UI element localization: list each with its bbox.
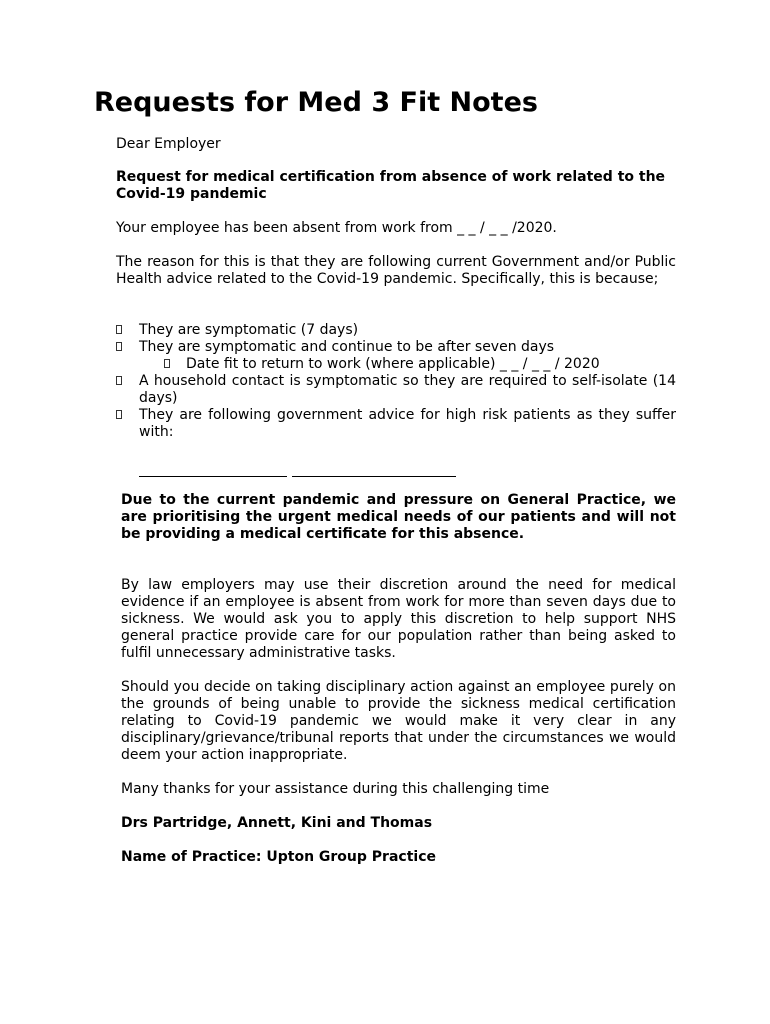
checkbox-icon[interactable]	[164, 359, 170, 368]
reason-paragraph: The reason for this is that they are following current Government and/or Public Health advice related to the Covid-19 pandemic. Specifically, this is because;	[116, 254, 676, 287]
option-label: They are following government advice for high risk patients as they suffer with:	[139, 407, 676, 440]
thanks-line: Many thanks for your assistance during this challenging time	[121, 781, 550, 797]
option-date-fit-to-return[interactable]	[116, 356, 676, 373]
signatories: Drs Partridge, Annett, Kini and Thomas	[121, 815, 433, 831]
checkbox-icon[interactable]	[116, 342, 122, 351]
absence-dates-line: Your employee has been absent from work from _ _ / _ _ /2020.	[116, 220, 557, 236]
option-label: Date fit to return to work (where applicable) _ _ / _ _ / 2020	[186, 356, 600, 372]
checkbox-icon[interactable]	[116, 410, 122, 419]
option-label: A household contact is symptomatic so they are required to self-isolate (14 days)	[139, 373, 676, 406]
option-household-contact[interactable]	[116, 373, 676, 407]
option-label: They are symptomatic and continue to be after seven days	[139, 339, 555, 355]
option-high-risk[interactable]	[116, 407, 676, 441]
checkbox-icon[interactable]	[116, 376, 122, 385]
option-symptomatic-continuing[interactable]	[116, 339, 676, 356]
option-symptomatic[interactable]	[116, 322, 676, 339]
condition-fill-line-2[interactable]	[292, 460, 456, 477]
notice-paragraph: Due to the current pandemic and pressure on General Practice, we are prioritising the urgent medical needs of our patients and will not be providing a medical certificate for this absence.	[121, 492, 676, 542]
practice-name: Name of Practice: Upton Group Practice	[121, 849, 436, 865]
option-label: They are symptomatic (7 days)	[139, 322, 359, 338]
salutation: Dear Employer	[116, 136, 221, 152]
condition-fill-line-1[interactable]	[139, 460, 287, 477]
reason-options-list	[116, 322, 676, 441]
checkbox-icon[interactable]	[116, 325, 122, 334]
page-title: Requests for Med 3 Fit Notes	[94, 87, 538, 118]
subject-line: Request for medical certification from absence of work related to the Covid-19 pandemic	[116, 169, 666, 202]
law-paragraph: By law employers may use their discretion around the need for medical evidence if an employee is absent from work for more than seven days due to sickness. We would ask you to apply this discretion to help support NHS general practice provide care for our population rather than being asked to fulfil unnecessary administrative tasks.	[121, 577, 676, 661]
disciplinary-paragraph: Should you decide on taking disciplinary action against an employee purely on the grounds of being unable to provide the sickness medical certification relating to Covid-19 pandemic we would make it very clear in any disciplinary/grievance/tribunal reports that under the circumstances we would deem your action inappropriate.	[121, 679, 676, 763]
condition-fill-lines	[139, 460, 456, 477]
